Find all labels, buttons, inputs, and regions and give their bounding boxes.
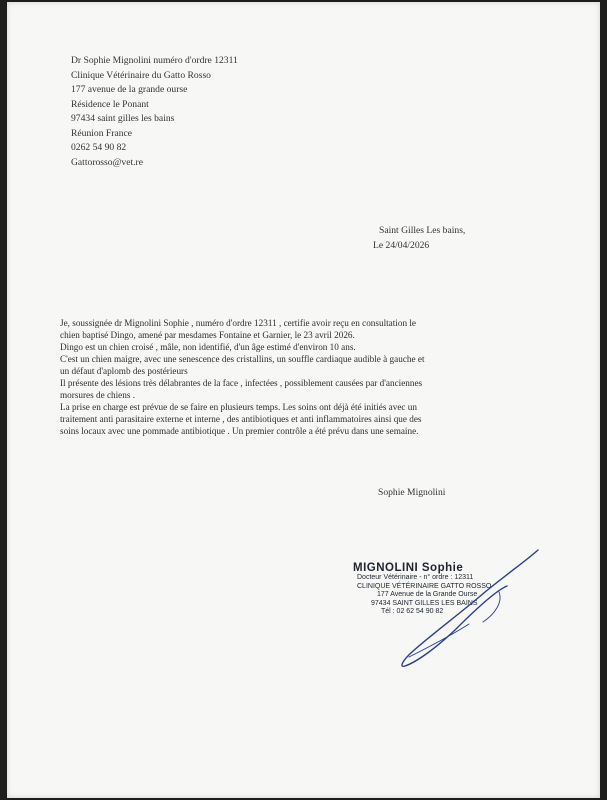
sender-line: Clinique Vétérinaire du Gatto Rosso [71,69,211,81]
body-line: C'est un chien maigre, avec une senescence des cristallins, un souffle cardiaque audible à gauche et [60,354,425,364]
place-date-block [373,224,466,253]
stamp-line: 177 Avenue de la Grande Ourse [377,591,478,599]
body-line: Il présente des lésions très délabrantes de la face , infectées , possiblement causées par d'anciennes [60,378,423,388]
veterinary-stamp [353,562,491,617]
body-line: traitement anti parasitaire externe et interne , des antibiotiques et anti inflammatoires ainsi que des [60,414,422,424]
sender-line: Réunion France [71,127,133,139]
certificate-body [60,317,540,437]
stamp-line: Tél : 02 62 54 90 82 [381,608,444,616]
body-line: La prise en charge est prévue de se faire en plusieurs temps. Les soins ont déjà été initiés avec un [60,402,417,412]
sender-line: 97434 saint gilles les bains [71,113,175,124]
body-line: Dingo est un chien croisé , mâle, non identifié, d'un âge estimé d'environ 10 ans. [60,342,356,352]
stamp-line: CLINIQUE VÉTÉRINAIRE GATTO ROSSO [357,582,492,590]
letter-page [7,2,600,798]
place-line: Saint Gilles Les bains, [379,225,466,236]
sender-line: 0262 54 90 82 [71,142,127,153]
signatory-name: Sophie Mignolini [378,487,446,498]
body-line: soins locaux avec une pommade antibiotique . Un premier contrôle a été prévu dans une semaine. [60,426,419,436]
sender-address-block [71,54,238,170]
stamp-line: Docteur Vétérinaire - n° ordre : 12311 [357,574,474,581]
body-line: Je, soussignée dr Mignolini Sophie , numéro d'ordre 12311 , certifie avoir reçu en consultation le [60,318,416,328]
date-line: Le 24/04/2026 [373,239,430,251]
stamp-name: MIGNOLINI Sophie [353,562,464,574]
body-line: morsures de chiens . [60,390,136,400]
sender-line: 177 avenue de la grande ourse [71,84,188,95]
sender-line: Gattorosso@vet.re [71,156,143,168]
stamp-line: 97434 SAINT GILLES LES BAINS [371,599,478,607]
sender-line: Résidence le Ponant [71,98,149,110]
body-line: un défaut d'aplomb des postérieurs [60,366,188,376]
sender-line: Dr Sophie Mignolini numéro d'ordre 12311 [71,55,238,66]
body-line: chien baptisé Dingo, amené par mesdames Fontaine et Garnier, le 23 avril 2026. [60,330,355,340]
